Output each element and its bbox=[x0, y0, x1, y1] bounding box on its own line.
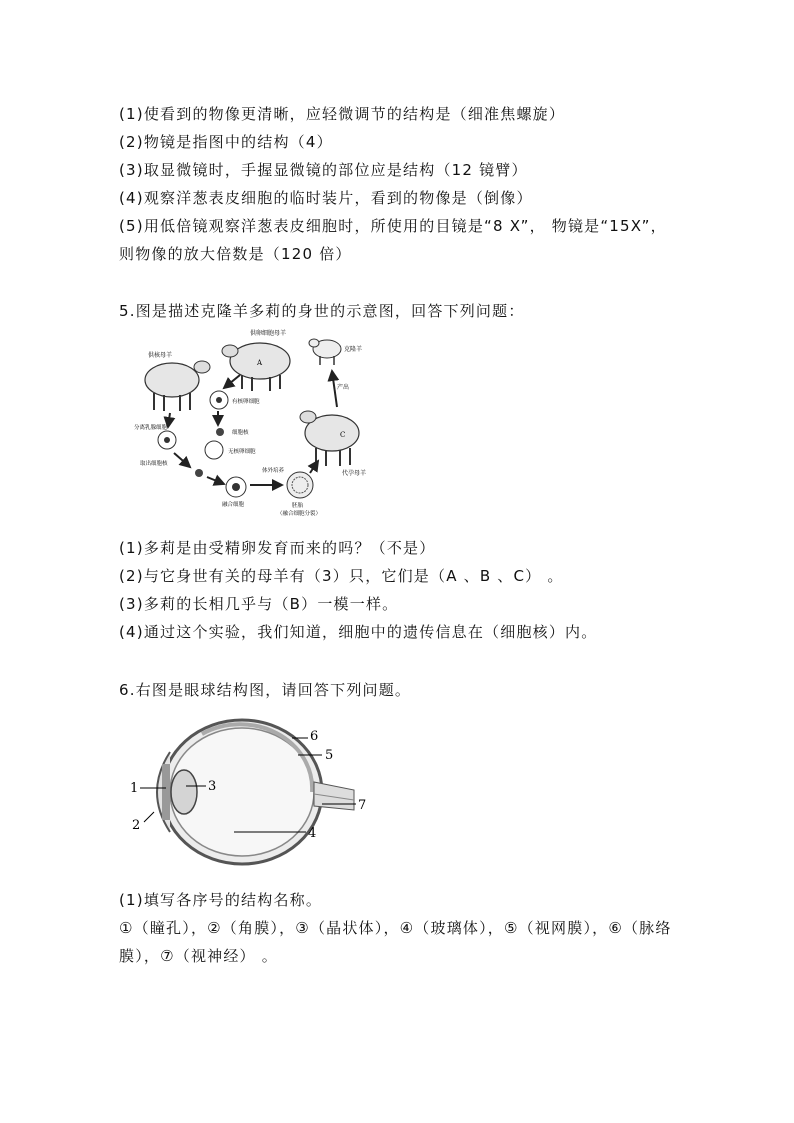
s5-q4: (4)通过这个实验，我们知道，细胞中的遗传信息在（细胞核）内。 bbox=[119, 623, 598, 641]
label-egg-with-nucleus: 有核卵细胞 bbox=[232, 399, 260, 405]
s4-q3: (3)取显微镜时，手握显微镜的部位应是结构（12 镜臂） bbox=[119, 161, 528, 179]
s6-title: 6.右图是眼球结构图，请回答下列问题。 bbox=[119, 681, 412, 699]
surrogate-sheep bbox=[300, 411, 359, 466]
clone-lamb bbox=[309, 339, 341, 365]
label-embryo-note: （融合细胞分裂） bbox=[277, 511, 322, 517]
s4-q2: (2)物镜是指图中的结构（4） bbox=[119, 133, 333, 151]
s4-q5: (5)用低倍镜观察洋葱表皮细胞时，所使用的目镜是“8 X”， 物镜是“15X”，则物像的放大倍数是（120 倍） bbox=[119, 217, 667, 263]
s5-q1: (1)多莉是由受精卵发育而来的吗？（不是） bbox=[119, 539, 436, 557]
label-in-vitro: 体外培养 bbox=[262, 468, 285, 474]
label-take-nucleus: 取出细胞核 bbox=[140, 461, 168, 467]
eye-num-7: 7 bbox=[358, 798, 367, 813]
label-C: C bbox=[340, 431, 346, 439]
s4-q4: (4)观察洋葱表皮细胞的临时装片，看到的物像是（倒像） bbox=[119, 189, 533, 207]
cloning-diagram bbox=[132, 325, 400, 520]
label-donor-body: 供核母羊 bbox=[148, 352, 173, 359]
label-birth: 产出 bbox=[337, 384, 350, 391]
s5-title: 5.图是描述克隆羊多莉的身世的示意图，回答下列问题： bbox=[119, 302, 525, 320]
s6-q1: (1)填写各序号的结构名称。 bbox=[119, 891, 323, 909]
s5-q2: (2)与它身世有关的母羊有（3）只，它们是（A 、B 、C） 。 bbox=[119, 567, 564, 585]
label-A: A bbox=[257, 359, 263, 367]
eye-num-1: 1 bbox=[130, 781, 139, 796]
egg-donor-sheep bbox=[222, 343, 290, 391]
eye-num-5: 5 bbox=[325, 748, 334, 763]
eye-num-3: 3 bbox=[208, 779, 217, 794]
label-clone: 克隆羊 bbox=[344, 346, 363, 353]
s4-q1: (1)使看到的物像更清晰，应轻微调节的结构是（细准焦螺旋） bbox=[119, 105, 566, 123]
eye-num-2: 2 bbox=[132, 818, 141, 833]
s6-answers: ①（瞳孔），②（角膜），③（晶状体），④（玻璃体），⑤（视网膜），⑥（脉络膜），⑦（视神经） 。 bbox=[119, 919, 672, 965]
label-egg-no-nucleus: 无核卵细胞 bbox=[228, 449, 256, 455]
label-nucleus: 细胞核 bbox=[232, 430, 249, 436]
label-embryo: 胚胎 bbox=[292, 503, 304, 509]
eye-num-6: 6 bbox=[310, 729, 319, 744]
label-separate: 分离乳腺细胞 bbox=[134, 425, 168, 431]
label-surrogate: 代孕母羊 bbox=[342, 470, 367, 477]
eyeball-diagram bbox=[122, 712, 382, 872]
s5-q3: (3)多莉的长相几乎与（B）一模一样。 bbox=[119, 595, 399, 613]
donor-nucleus-sheep bbox=[145, 361, 210, 411]
label-fused: 融合细胞 bbox=[222, 502, 245, 508]
label-donor-egg: 供卵细胞母羊 bbox=[250, 330, 287, 337]
eye-num-4: 4 bbox=[308, 826, 317, 841]
